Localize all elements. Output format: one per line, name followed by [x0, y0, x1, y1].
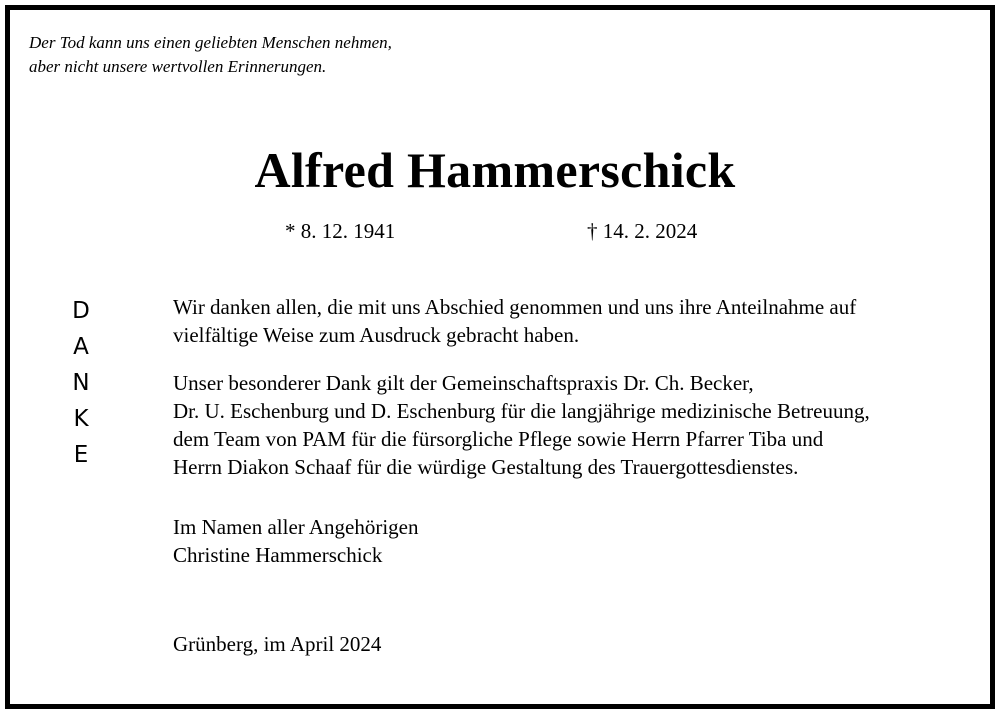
- text-line: vielfältige Weise zum Ausdruck gebracht haben.: [173, 323, 580, 347]
- notice-frame: [5, 5, 995, 709]
- birth-date: * 8. 12. 1941: [285, 219, 396, 243]
- danke-letter: K: [73, 406, 89, 432]
- text-line: Herrn Diakon Schaaf für die würdige Gestaltung des Trauergottesdienstes.: [173, 455, 799, 479]
- danke-letter: D: [72, 298, 90, 324]
- danke-letter: A: [73, 334, 89, 360]
- special-thanks-paragraph: [173, 369, 870, 481]
- memorial-quote: [29, 31, 392, 79]
- danke-letter: N: [72, 370, 90, 396]
- place-date-line: Grünberg, im April 2024: [173, 632, 382, 656]
- signature-name: Christine Hammerschick: [173, 543, 383, 567]
- text-line: Wir danken allen, die mit uns Abschied genommen und uns ihre Anteilnahme auf: [173, 295, 857, 319]
- place-date: [173, 630, 381, 658]
- signature-line: Im Namen aller Angehörigen: [173, 515, 419, 539]
- text-line: Dr. U. Eschenburg und D. Eschenburg für die langjährige medizinische Betreuung,: [173, 399, 870, 423]
- deceased-name: Alfred Hammerschick: [254, 142, 736, 198]
- text-line: dem Team von PAM für die fürsorgliche Pflege sowie Herrn Pfarrer Tiba und: [173, 427, 824, 451]
- thanks-paragraph: [173, 293, 856, 349]
- death-date: † 14. 2. 2024: [587, 219, 698, 243]
- quote-line-1: Der Tod kann uns einen geliebten Menschen nehmen,: [29, 33, 392, 52]
- text-line: Unser besonderer Dank gilt der Gemeinschaftspraxis Dr. Ch. Becker,: [173, 371, 754, 395]
- danke-vertical-word: [63, 293, 99, 473]
- quote-line-2: aber nicht unsere wertvollen Erinnerungen.: [29, 57, 327, 76]
- danke-letter: E: [73, 442, 89, 468]
- signature-block: [173, 513, 419, 569]
